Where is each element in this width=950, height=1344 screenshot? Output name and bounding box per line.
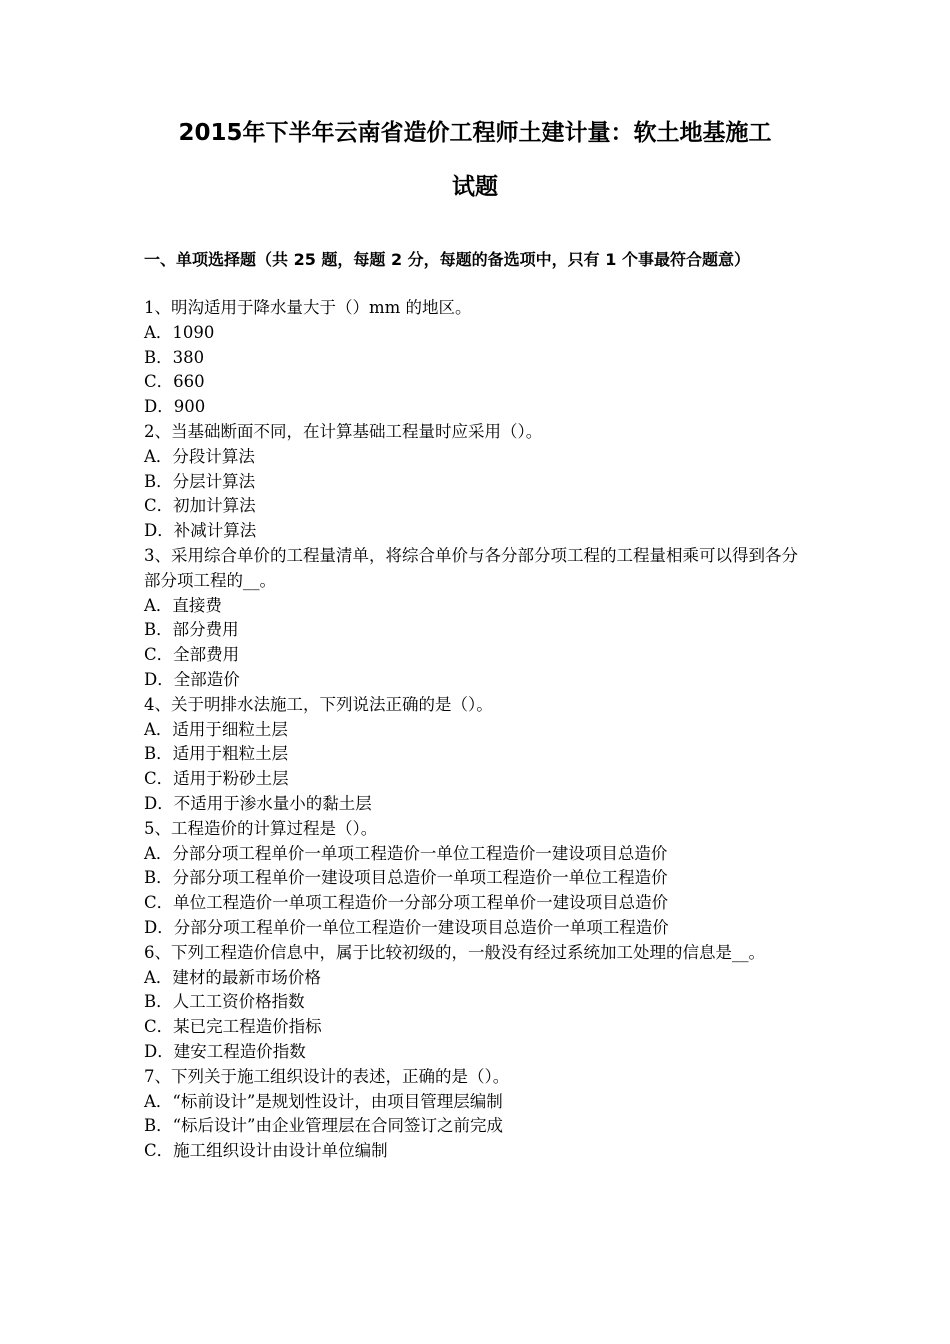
question-option: A．1090 (144, 322, 215, 342)
question-option: C．适用于粉砂土层 (144, 769, 289, 789)
question-stem: 2、当基础断面不同，在计算基础工程量时应采用（）。 (144, 421, 543, 441)
question-option: D．不适用于渗水量小的黏土层 (144, 793, 372, 813)
question-option: C．施工组织设计由设计单位编制 (144, 1141, 388, 1161)
question-option: D．补减计算法 (144, 521, 257, 541)
question-stem: 6、下列工程造价信息中，属于比较初级的，一般没有经过系统加工处理的信息是__。 (144, 942, 765, 962)
question-option: D．建安工程造价指数 (144, 1041, 306, 1061)
question-option: A．直接费 (144, 595, 222, 615)
question-option: B．“标后设计”由企业管理层在合同签订之前完成 (144, 1116, 503, 1136)
question-option: C．全部费用 (144, 645, 240, 665)
question-stem: 7、下列关于施工组织设计的表述，正确的是（）。 (144, 1066, 510, 1086)
question-option: D．分部分项工程单价一单位工程造价一建设项目总造价一单项工程造价 (144, 917, 669, 937)
question-stem: 1、明沟适用于降水量大于（）mm 的地区。 (144, 298, 472, 317)
question-option: B．380 (144, 347, 205, 367)
question-option: B．分部分项工程单价一建设项目总造价一单项工程造价一单位工程造价 (144, 868, 668, 888)
question-option: D．全部造价 (144, 669, 240, 689)
question-option: A．分段计算法 (144, 446, 255, 466)
question-option: B．部分费用 (144, 620, 239, 640)
question-option: B．适用于粗粒土层 (144, 744, 289, 764)
question-stem: 4、关于明排水法施工，下列说法正确的是（）。 (144, 694, 493, 714)
question-option: A．分部分项工程单价一单项工程造价一单位工程造价一建设项目总造价 (144, 843, 668, 863)
question-option: A．“标前设计”是规划性设计，由项目管理层编制 (144, 1091, 503, 1111)
question-option: C．660 (144, 372, 205, 392)
question-option: C．初加计算法 (144, 496, 256, 516)
document-title-line-2: 试题 (452, 174, 498, 200)
question-list (144, 296, 808, 1164)
document-title-line-1: 2015年下半年云南省造价工程师土建计量：软土地基施工 (178, 120, 772, 146)
question-stem: 3、采用综合单价的工程量清单，将综合单价与各分部分项工程的工程量相乘可以得到各分部分项工程的__。 (144, 545, 798, 590)
question-option: A．适用于细粒土层 (144, 719, 288, 739)
question-option: C．单位工程造价一单项工程造价一分部分项工程单价一建设项目总造价 (144, 893, 669, 913)
question-option: B．分层计算法 (144, 471, 256, 491)
question-option: B．人工工资价格指数 (144, 992, 305, 1012)
question-option: A．建材的最新市场价格 (144, 967, 321, 987)
question-stem: 5、工程造价的计算过程是（）。 (144, 818, 378, 838)
question-option: C．某已完工程造价指标 (144, 1017, 322, 1037)
section-heading: 一、单项选择题（共 25 题，每题 2 分，每题的备选项中，只有 1 个事最符合题意） (144, 250, 750, 269)
question-option: D．900 (144, 397, 206, 417)
